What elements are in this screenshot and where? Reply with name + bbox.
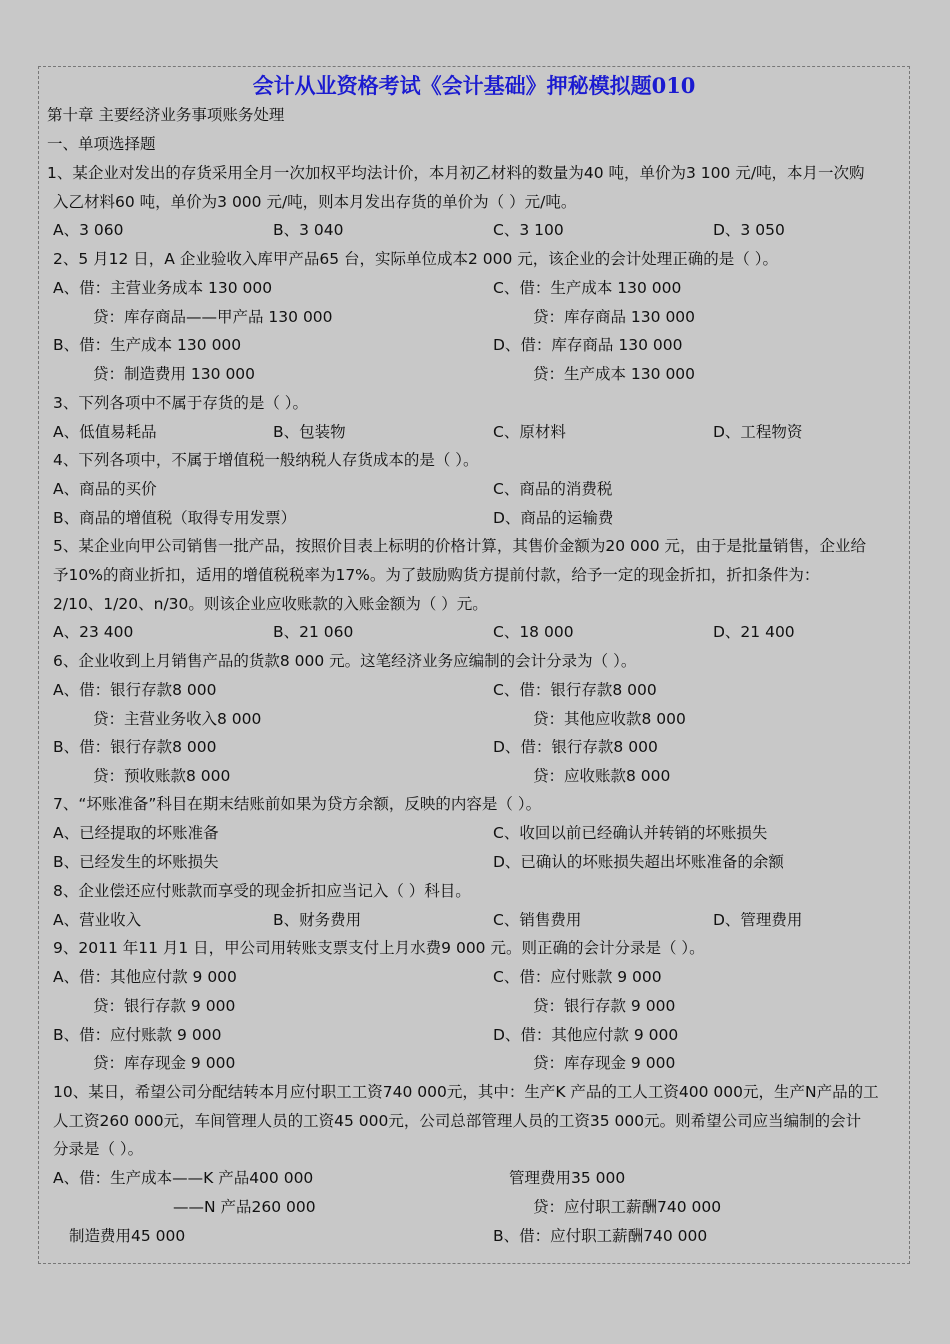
section-heading: 一、单项选择题: [47, 135, 156, 153]
q7-option-c: C、收回以前已经确认并转销的坏账损失: [493, 824, 768, 842]
q5-stem-line1: 5、某企业向甲公司销售一批产品，按照价目表上标明的价格计算，其售价金额为20 000 元，由于是批量销售，企业给: [53, 537, 867, 555]
q2-option-d-credit: 贷：生产成本 130 000: [533, 365, 696, 383]
q6-option-a-credit: 贷：主营业务收入8 000: [93, 710, 262, 728]
q2-option-b-debit: B、借：生产成本 130 000: [53, 336, 242, 354]
q6-stem: 6、企业收到上月销售产品的货款8 000 元。这笔经济业务应编制的会计分录为（ ）。: [53, 652, 637, 670]
q8-option-d: D、管理费用: [713, 911, 803, 929]
q10-stem-line1: 10、某日，希望公司分配结转本月应付职工工资740 000元，其中：生产K 产品的工人工资400 000元，生产N产品的工: [53, 1083, 879, 1101]
q2-option-b-credit: 贷：制造费用 130 000: [93, 365, 256, 383]
q5-option-a: A、23 400: [53, 623, 134, 641]
q3-option-d: D、工程物资: [713, 423, 803, 441]
q6-option-b-debit: B、借：银行存款8 000: [53, 738, 217, 756]
q1-option-a: A、3 060: [53, 221, 124, 239]
q2-option-a-debit: A、借：主营业务成本 130 000: [53, 279, 273, 297]
q6-option-c-debit: C、借：银行存款8 000: [493, 681, 657, 699]
q8-stem: 8、企业偿还应付账款而享受的现金折扣应当记入（ ）科目。: [53, 882, 471, 900]
q5-option-d: D、21 400: [713, 623, 795, 641]
q5-stem-line3: 2/10、1/20、n/30。则该企业应收账款的入账金额为（ ）元。: [53, 595, 488, 613]
q4-stem: 4、下列各项中，不属于增值税一般纳税人存货成本的是（ ）。: [53, 451, 479, 469]
q9-option-b-credit: 贷：库存现金 9 000: [93, 1054, 236, 1072]
q2-stem: 2、5 月12 日，A 企业验收入库甲产品65 台，实际单位成本2 000 元，该企业的会计处理正确的是（ ）。: [53, 250, 778, 268]
q2-option-d-debit: D、借：库存商品 130 000: [493, 336, 683, 354]
q5-option-b: B、21 060: [273, 623, 354, 641]
title-number: 010: [651, 73, 696, 98]
q9-option-d-debit: D、借：其他应付款 9 000: [493, 1026, 679, 1044]
q2-option-c-debit: C、借：生产成本 130 000: [493, 279, 682, 297]
q7-option-b: B、已经发生的坏账损失: [53, 853, 219, 871]
q10-option-a-debit-line1: A、借：生产成本——K 产品400 000: [53, 1169, 314, 1187]
document-page: [38, 66, 910, 1264]
q9-option-c-credit: 贷：银行存款 9 000: [533, 997, 676, 1015]
q2-option-c-credit: 贷：库存商品 130 000: [533, 308, 696, 326]
q2-option-a-credit: 贷：库存商品——甲产品 130 000: [93, 308, 333, 326]
q7-stem: 7、“坏账准备”科目在期末结账前如果为贷方余额，反映的内容是（ ）。: [53, 795, 542, 813]
q9-option-a-debit: A、借：其他应付款 9 000: [53, 968, 237, 986]
q6-option-a-debit: A、借：银行存款8 000: [53, 681, 217, 699]
chapter-heading: 第十章 主要经济业务事项账务处理: [47, 106, 285, 124]
q10-stem-line2: 人工资260 000元，车间管理人员的工资45 000元，公司总部管理人员的工资35 000元。则希望公司应当编制的会计: [53, 1112, 862, 1130]
q1-option-b: B、3 040: [273, 221, 344, 239]
q5-stem-line2: 予10%的商业折扣，适用的增值税税率为17%。为了鼓励购货方提前付款，给予一定的现金折扣，折扣条件为：: [53, 566, 820, 584]
q9-option-b-debit: B、借：应付账款 9 000: [53, 1026, 222, 1044]
q1-stem-line2: 入乙材料60 吨，单价为3 000 元/吨，则本月发出存货的单价为（ ）元/吨。: [53, 193, 577, 211]
q6-option-c-credit: 贷：其他应收款8 000: [533, 710, 686, 728]
q1-stem-line1: 1、某企业对发出的存货采用全月一次加权平均法计价，本月初乙材料的数量为40 吨，单价为3 100 元/吨，本月一次购: [47, 164, 865, 182]
q3-option-b: B、包装物: [273, 423, 346, 441]
q3-stem: 3、下列各项中不属于存货的是（ ）。: [53, 394, 309, 412]
q9-option-c-debit: C、借：应付账款 9 000: [493, 968, 662, 986]
q4-option-b: B、商品的增值税（取得专用发票）: [53, 509, 297, 527]
q5-option-c: C、18 000: [493, 623, 574, 641]
q1-option-c: C、3 100: [493, 221, 564, 239]
q10-option-a-debit-admin: 管理费用35 000: [509, 1169, 626, 1187]
q6-option-d-credit: 贷：应收账款8 000: [533, 767, 671, 785]
q8-option-a: A、营业收入: [53, 911, 142, 929]
q3-option-a: A、低值易耗品: [53, 423, 157, 441]
q9-stem: 9、2011 年11 月1 日，甲公司用转账支票支付上月水费9 000 元。则正确的会计分录是（ ）。: [53, 939, 705, 957]
q6-option-d-debit: D、借：银行存款8 000: [493, 738, 658, 756]
q4-option-d: D、商品的运输费: [493, 509, 614, 527]
q7-option-d: D、已确认的坏账损失超出坏账准备的余额: [493, 853, 784, 871]
q6-option-b-credit: 贷：预收账款8 000: [93, 767, 231, 785]
q4-option-a: A、商品的买价: [53, 480, 157, 498]
q10-stem-line3: 分录是（ ）。: [53, 1140, 144, 1158]
q8-option-c: C、销售费用: [493, 911, 582, 929]
document-title: [39, 71, 909, 101]
q4-option-c: C、商品的消费税: [493, 480, 613, 498]
q10-option-a-credit: 贷：应付职工薪酬740 000: [533, 1198, 722, 1216]
q10-option-a-debit-line2: ——N 产品260 000: [173, 1198, 316, 1216]
q9-option-d-credit: 贷：库存现金 9 000: [533, 1054, 676, 1072]
q9-option-a-credit: 贷：银行存款 9 000: [93, 997, 236, 1015]
q7-option-a: A、已经提取的坏账准备: [53, 824, 219, 842]
q10-option-b-debit: B、借：应付职工薪酬740 000: [493, 1227, 708, 1245]
q1-option-d: D、3 050: [713, 221, 785, 239]
title-text: 会计从业资格考试《会计基础》押秘模拟题: [252, 74, 652, 98]
q3-option-c: C、原材料: [493, 423, 566, 441]
q10-option-a-debit-line3: 制造费用45 000: [69, 1227, 186, 1245]
q8-option-b: B、财务费用: [273, 911, 362, 929]
